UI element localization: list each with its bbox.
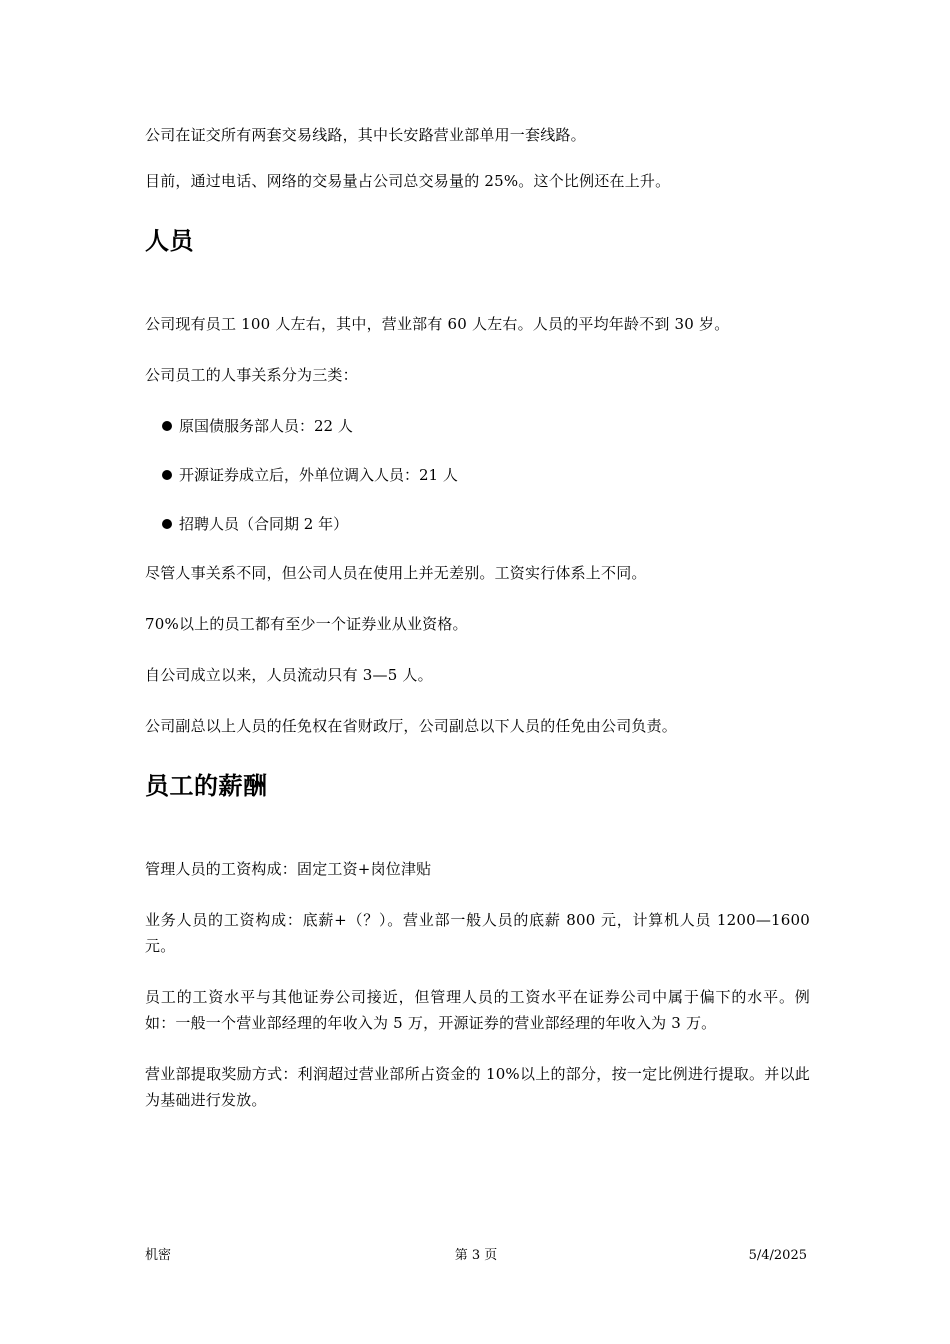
compensation-paragraph-4: 营业部提取奖励方式：利润超过营业部所占资金的 10%以上的部分，按一定比例进行提取。并以此为基础进行发放。 — [145, 1065, 810, 1109]
compensation-paragraph-2: 业务人员的工资构成：底薪+（？）。营业部一般人员的底薪 800 元，计算机人员 1200—1600 元。 — [145, 911, 810, 955]
bullet-dot-icon — [162, 519, 172, 529]
list-item — [145, 462, 810, 488]
personnel-paragraph-6: 公司副总以上人员的任免权在省财政厅，公司副总以下人员的任免由公司负责。 — [145, 717, 678, 735]
personnel-paragraph-2: 公司员工的人事关系分为三类： — [145, 366, 358, 384]
intro-paragraph-2: 目前，通过电话、网络的交易量占公司总交易量的 25%。这个比例还在上升。 — [145, 172, 671, 190]
personnel-paragraph-1: 公司现有员工 100 人左右，其中，营业部有 60 人左右。人员的平均年龄不到 30 岁。 — [145, 315, 730, 333]
intro-paragraph-1: 公司在证交所有两套交易线路，其中长安路营业部单用一套线路。 — [145, 126, 586, 144]
page-footer — [145, 1246, 807, 1266]
footer-page-number: 第 3 页 — [454, 1248, 498, 1263]
compensation-paragraph-1: 管理人员的工资构成：固定工资+岗位津贴 — [145, 860, 432, 878]
personnel-paragraph-4: 70%以上的员工都有至少一个证券业从业资格。 — [145, 615, 468, 633]
personnel-category-list — [145, 413, 810, 537]
list-item-text: 招聘人员（合同期 2 年） — [179, 515, 349, 533]
footer-confidential-label: 机密 — [145, 1248, 172, 1263]
section-heading-compensation: 员工的薪酬 — [145, 772, 268, 800]
section-heading-personnel: 人员 — [145, 227, 194, 255]
bullet-dot-icon — [162, 421, 172, 431]
compensation-paragraph-3: 员工的工资水平与其他证券公司接近，但管理人员的工资水平在证券公司中属于偏下的水平。例如：一般一个营业部经理的年收入为 5 万，开源证券的营业部经理的年收入为 3 万。 — [145, 988, 810, 1032]
list-item — [145, 511, 810, 537]
list-item — [145, 413, 810, 439]
personnel-paragraph-3: 尽管人事关系不同，但公司人员在使用上并无差别。工资实行体系上不同。 — [145, 564, 647, 582]
list-item-text: 开源证券成立后，外单位调入人员：21 人 — [179, 466, 458, 484]
footer-date: 5/4/2025 — [748, 1248, 807, 1263]
document-body — [145, 122, 810, 1138]
bullet-dot-icon — [162, 470, 172, 480]
personnel-paragraph-5: 自公司成立以来，人员流动只有 3—5 人。 — [145, 666, 433, 684]
list-item-text: 原国债服务部人员：22 人 — [179, 417, 353, 435]
